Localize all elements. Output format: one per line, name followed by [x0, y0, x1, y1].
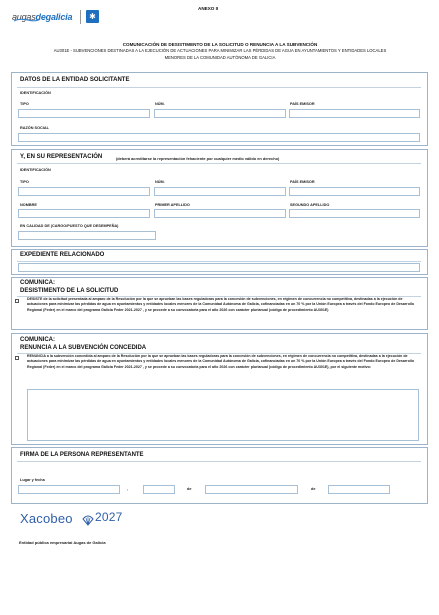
rep-pais-label: PAÍS EMISOR: [290, 180, 315, 184]
representative-section-title: Y, EN SU REPRESENTACIÓN: [20, 154, 103, 160]
xunta-logo: [80, 10, 104, 24]
divider: [17, 261, 421, 262]
rep-nombre-input[interactable]: [18, 209, 150, 218]
footer-entity: Entidad pública empresarial Augas de Galicia: [19, 540, 106, 545]
rep-tipo-label: TIPO: [20, 180, 29, 184]
place-date-label: Lugar y fecha: [20, 478, 45, 482]
entity-pais-input[interactable]: [289, 109, 420, 118]
logo-word-3: galicia: [45, 12, 73, 22]
renunciation-comunica: COMUNICA:: [20, 337, 55, 343]
signature-title: FIRMA DE LA PERSONA REPRESENTANTE: [20, 452, 144, 458]
rep-tipo-input[interactable]: [18, 187, 150, 196]
scallop-shell-icon: [82, 513, 94, 531]
rep-apellido1-label: PRIMER APELLIDO: [155, 203, 190, 207]
entity-section-title: DATOS DE LA ENTIDAD SOLICITANTE: [20, 77, 130, 83]
entity-num-input[interactable]: [154, 109, 286, 118]
xunta-emblem-icon: ✱: [86, 10, 99, 23]
divider: [17, 163, 421, 164]
xacobeo-word: Xacobeo: [20, 511, 73, 526]
entity-razon-input[interactable]: [18, 133, 420, 142]
rep-calidad-label: EN CALIDAD DE (CARGO/PUESTO QUE DESEMPEÑA): [20, 224, 119, 228]
de-label-2: de: [311, 487, 316, 491]
entity-num-label: NÚM.: [155, 102, 165, 106]
rep-num-input[interactable]: [154, 187, 286, 196]
year-input[interactable]: [328, 485, 390, 494]
form-subtitle-2: MENORES DE LA COMUNIDAD AUTÓNOMA DE GALICIA: [164, 55, 276, 60]
xacobeo-logo: [20, 510, 130, 530]
entity-razon-label: RAZÓN SOCIAL: [20, 126, 49, 130]
xacobeo-year: 2027: [95, 510, 123, 524]
rep-apellido1-input[interactable]: [154, 209, 286, 218]
renunciation-text: RENUNCIA a la subvención concedida al amparo de la Resolución por la que se aprueban las bases reguladoras para la concesión de subvenciones, en régimen de concurrencia no competitiva, destinadas a la ejecución de actuaciones para minimizar las pérdidas de agua en ayuntamientos y entidades locales menores de la Comunidad Autónoma de Galicia, cofinanciadas en un 70 % por la Unión Europea a través del Fondo Europeo de Desarrollo Regional (Feder) en el marco del programa Galicia Feder 2021-2027 , y se procede a su convocatoria para el año 2026 con carácter plurianual (código de procedimiento AU301E), por el siguiente motivo:: [27, 354, 415, 369]
annex-label: ANEXO II: [198, 6, 219, 11]
representative-note: (deberá acreditarse la representación fehaciente por cualquier medio válido en derecho): [116, 156, 280, 161]
withdrawal-title: DESISTIMENTO DE LA SOLICITUD: [20, 288, 119, 294]
augas-logo: [12, 12, 72, 22]
entity-tipo-input[interactable]: [18, 109, 150, 118]
entity-pais-label: PAÍS EMISOR: [290, 102, 315, 106]
entity-tipo-label: TIPO: [20, 102, 29, 106]
entity-ident-label: IDENTIFICACIÓN: [20, 91, 51, 95]
logo-word-2: de: [35, 12, 46, 22]
rep-apellido2-input[interactable]: [289, 209, 420, 218]
withdrawal-text: DESISTE de la solicitud presentada al amparo de la Resolución por la que se aprueban las bases reguladoras para la concesión de subvenciones, en régimen de concurrencia no competitiva, destinadas a la ejecución de actuaciones para minimizar las pérdidas de agua en ayuntamientos y entidades locales menores de la Comunidad Autónoma de Galicia, cofinanciadas en un 70 % por la Unión Europea a través del Fondo Europeo de Desarrollo Regional (Feder) en el marco del programa Galicia Feder 2021-2027 , y se procede a su convocatoria para el año 2026 con carácter plurianual (código de procedimiento AU301E): [27, 297, 415, 312]
renunciation-reason-textarea[interactable]: [27, 389, 419, 441]
rep-num-label: NÚM.: [155, 180, 165, 184]
renunciation-checkbox[interactable]: [15, 356, 19, 360]
place-separator: ,: [127, 487, 129, 491]
day-input[interactable]: [143, 485, 175, 494]
form-subtitle-1: AU301E - SUBVENCIONES DESTINADAS A LA EJECUCIÓN DE ACTUACIONES PARA MINIMIZAR LAS PÉRDIDAS DE AGUA EN AYUNTAMIENTOS Y ENTIDADES LOCALES: [53, 48, 387, 53]
month-input[interactable]: [205, 485, 298, 494]
drop-icon: [12, 9, 22, 12]
form-title: COMUNICACIÓN DE DESISTIMENTO DE LA SOLICITUD O RENUNCIA A LA SUBVENCIÓN: [122, 42, 318, 47]
de-label-1: de: [187, 487, 192, 491]
divider: [17, 87, 421, 88]
place-input[interactable]: [18, 485, 120, 494]
rep-nombre-label: NOMBRE: [20, 203, 37, 207]
withdrawal-checkbox[interactable]: [15, 299, 19, 303]
withdrawal-comunica: COMUNICA:: [20, 280, 55, 286]
rep-calidad-input[interactable]: [18, 231, 156, 240]
file-section-title: EXPEDIENTE RELACIONADO: [20, 252, 105, 258]
rep-pais-input[interactable]: [289, 187, 420, 196]
rep-ident-label: IDENTIFICACIÓN: [20, 168, 51, 172]
rep-apellido2-label: SEGUNDO APELLIDO: [290, 203, 330, 207]
divider: [17, 461, 421, 462]
logo-word-1: augas: [12, 12, 36, 22]
file-input[interactable]: [18, 263, 420, 272]
renunciation-title: RENUNCIA A LA SUBVENCIÓN CONCEDIDA: [20, 345, 147, 351]
